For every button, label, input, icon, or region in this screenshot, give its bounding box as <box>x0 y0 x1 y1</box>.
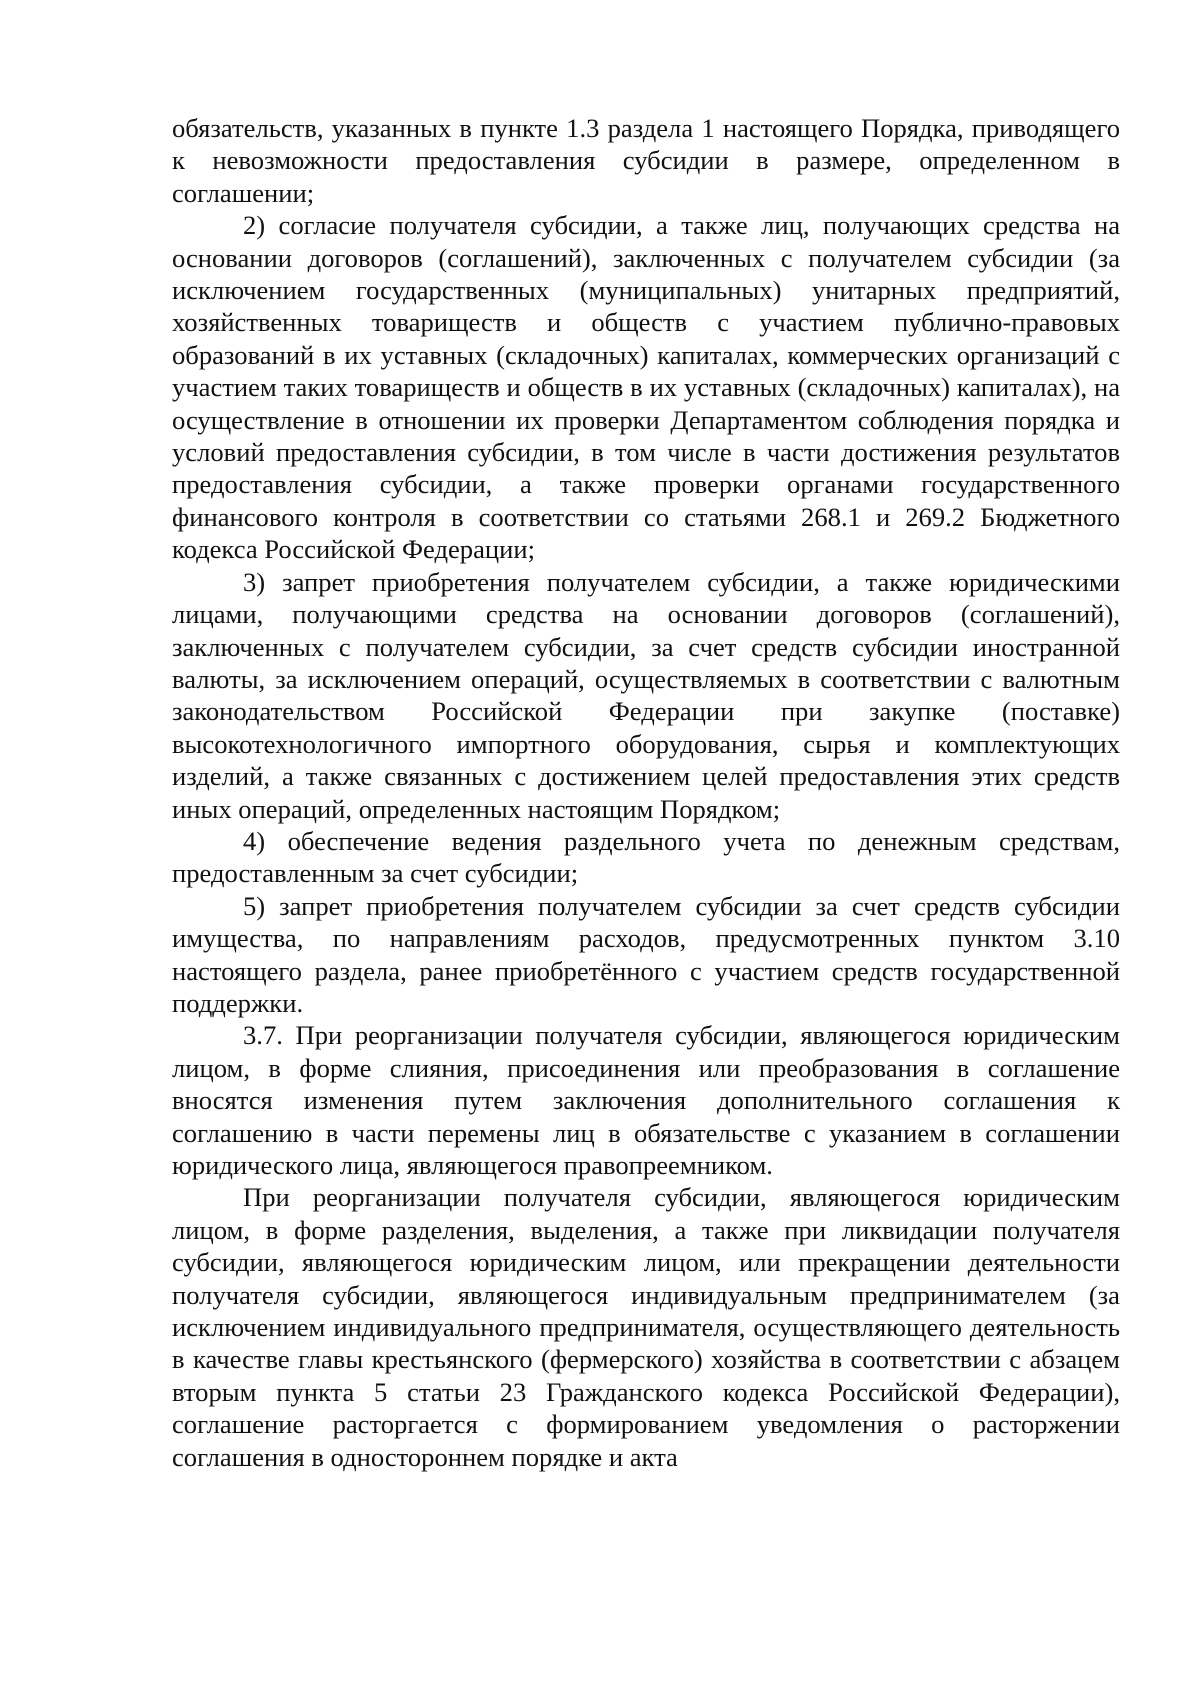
paragraph-3-7-reorganization: 3.7. При реорганизации получателя субсидии, являющегося юридическим лицом, в форме слияния, присоединения или преобразования в соглашение вносятся изменения путем заключения дополнительного соглашения к соглашению в части перемены лиц в обязательстве с указанием в соглашении юридического лица, являющегося правопреемником. <box>172 1020 1120 1180</box>
paragraph-item-4-separate-accounting: 4) обеспечение ведения раздельного учета по денежным средствам, предоставленным за счет субсидии; <box>172 825 1120 889</box>
paragraph-reorganization-termination: При реорганизации получателя субсидии, являющегося юридическим лицом, в форме разделения, выделения, а также при ликвидации получателя субсидии, являющегося юридическим лицом, или прекращении деятельности получателя субсидии, являющегося индивидуальным предпринимателем (за исключением индивидуального предпринимателя, осуществляющего деятельность в качестве главы крестьянского (фермерского) хозяйства в соответствии с абзацем вторым пункта 5 статьи 23 Гражданского кодекса Российской Федерации), соглашение расторгается с формированием уведомления о расторжении соглашения в одностороннем порядке и акта <box>172 1182 1120 1472</box>
paragraph-obligations-continuation: обязательств, указанных в пункте 1.3 раздела 1 настоящего Порядка, приводящего к невозможности предоставления субсидии в размере, определенном в соглашении; <box>172 113 1120 208</box>
document-page <box>172 112 1120 1473</box>
paragraph-item-3-currency-ban: 3) запрет приобретения получателем субсидии, а также юридическими лицами, получающими средства на основании договоров (соглашений), заключенных с получателем субсидии, за счет средств субсидии иностранной валюты, за исключением операций, осуществляемых в соответствии с валютным законодательством Российской Федерации при закупке (поставке) высокотехнологичного импортного оборудования, сырья и комплектующих изделий, а также связанных с достижением целей предоставления этих средств иных операций, определенных настоящим Порядком; <box>172 566 1120 824</box>
paragraph-item-5-property-ban: 5) запрет приобретения получателем субсидии за счет средств субсидии имущества, по направлениям расходов, предусмотренных пунктом 3.10 настоящего раздела, ранее приобретённого с участием средств государственной поддержки. <box>172 890 1120 1018</box>
paragraph-item-2-consent: 2) согласие получателя субсидии, а также лиц, получающих средства на основании договоров (соглашений), заключенных с получателем субсидии (за исключением государственных (муниципальных) унитарных предприятий, хозяйственных товариществ и обществ с участием публично-правовых образований в их уставных (складочных) капиталах, коммерческих организаций с участием таких товариществ и обществ в их уставных (складочных) капиталах), на осуществление в отношении их проверки Департаментом соблюдения порядка и условий предоставления субсидии, в том числе в части достижения результатов предоставления субсидии, а также проверки органами государственного финансового контроля в соответствии со статьями 268.1 и 269.2 Бюджетного кодекса Российской Федерации; <box>172 210 1120 565</box>
